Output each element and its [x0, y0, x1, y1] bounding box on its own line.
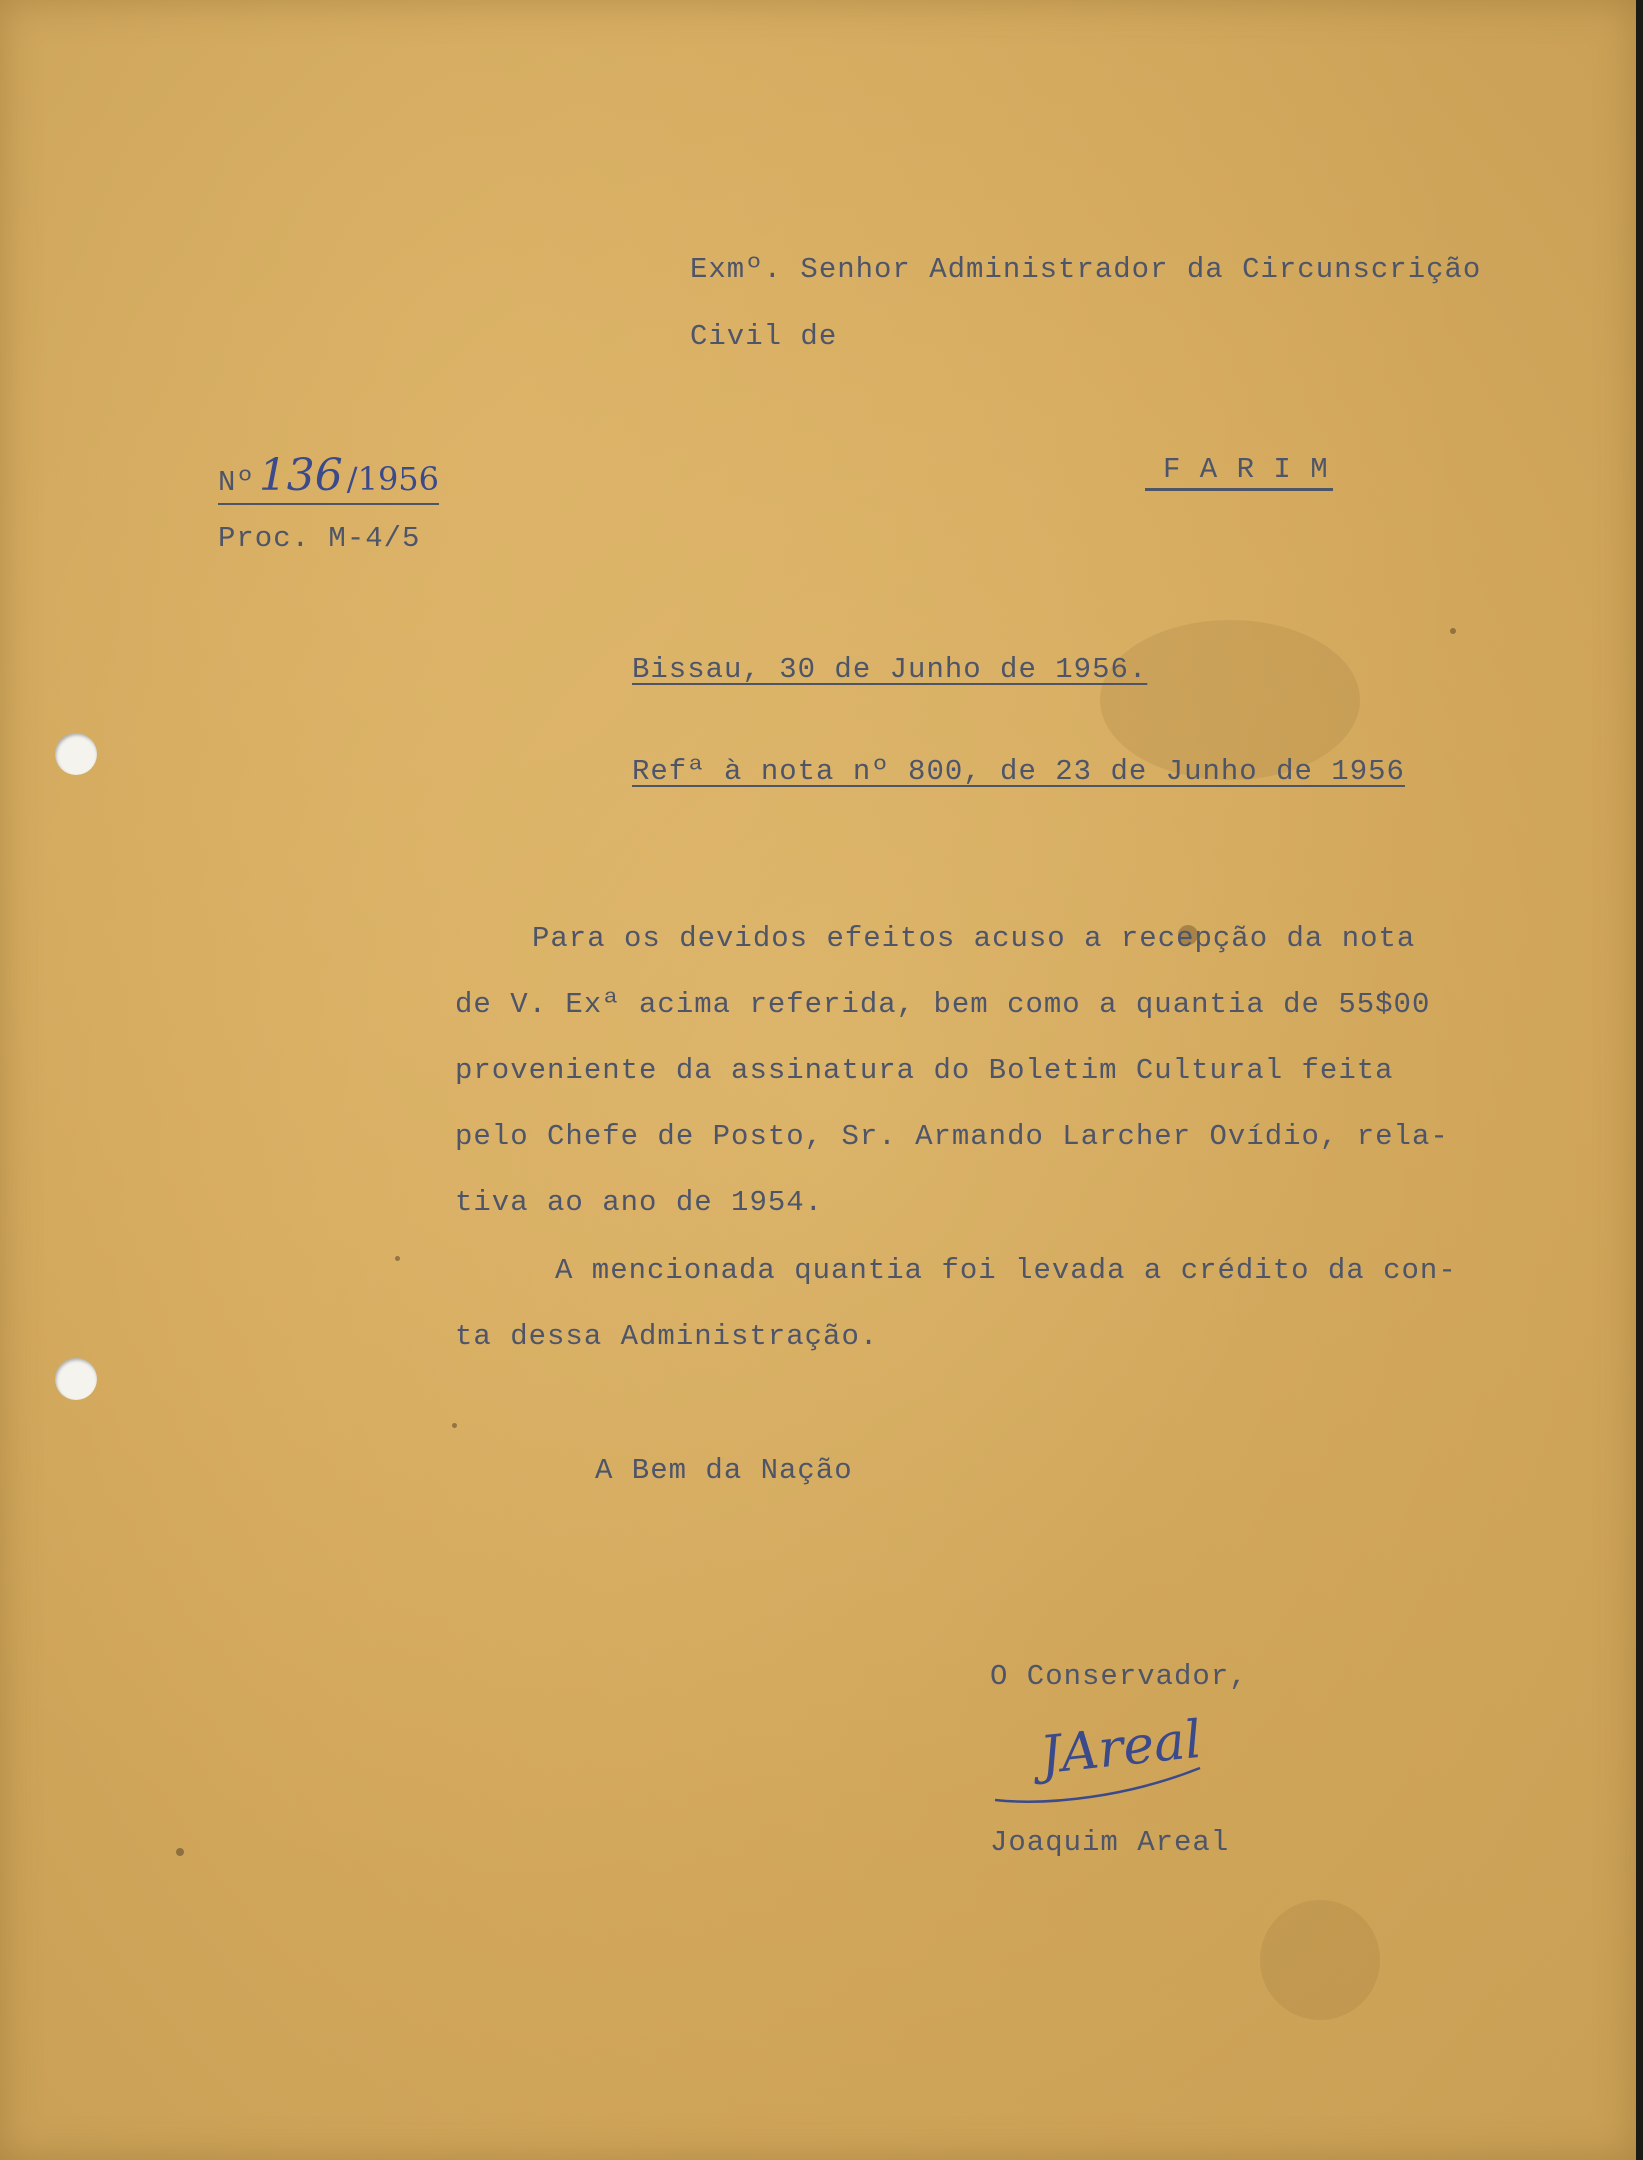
dateline: Bissau, 30 de Junho de 1956.	[632, 653, 1148, 686]
destination: F A R I M	[1145, 455, 1333, 491]
signatory-title: O Conservador,	[990, 1660, 1248, 1693]
paper-speck	[1450, 628, 1456, 634]
signatory-name: Joaquim Areal	[990, 1826, 1230, 1859]
process-reference: Proc. M-4/5	[218, 522, 421, 555]
note-reference: Refª à nota nº 800, de 23 de Junho de 1956	[632, 755, 1405, 788]
body-line: Para os devidos efeitos acuso a recepção da nota	[532, 922, 1416, 955]
punch-hole	[55, 733, 97, 775]
signature-flourish	[990, 1760, 1210, 1810]
salutation-line-2: Civil de	[690, 320, 838, 353]
reference-number-prefix: Nº	[218, 466, 255, 499]
paper-speck	[452, 1423, 457, 1428]
reference-number-handwritten: 136	[258, 450, 343, 501]
body-line: pelo Chefe de Posto, Sr. Armando Larcher Ovídio, rela-	[455, 1120, 1449, 1153]
body-line: proveniente da assinatura do Boletim Cultural feita	[455, 1054, 1394, 1087]
body-line: ta dessa Administração.	[455, 1320, 879, 1353]
handwritten-signature: JAreal	[1037, 1709, 1205, 1787]
reference-number-year: /1956	[346, 460, 440, 498]
scan-edge	[1636, 0, 1643, 2160]
reference-number	[218, 450, 439, 505]
closing-formula: A Bem da Nação	[595, 1454, 853, 1487]
body-line: A mencionada quantia foi levada a crédito da con-	[555, 1254, 1457, 1287]
punch-hole	[55, 1358, 97, 1400]
paper-stain	[1260, 1900, 1380, 2020]
paper-speck	[176, 1848, 184, 1856]
body-line: de V. Exª acima referida, bem como a quantia de 55$00	[455, 988, 1431, 1021]
paper-speck	[395, 1256, 400, 1261]
body-line: tiva ao ano de 1954.	[455, 1186, 824, 1219]
salutation-line-1: Exmº. Senhor Administrador da Circunscrição	[690, 253, 1482, 286]
